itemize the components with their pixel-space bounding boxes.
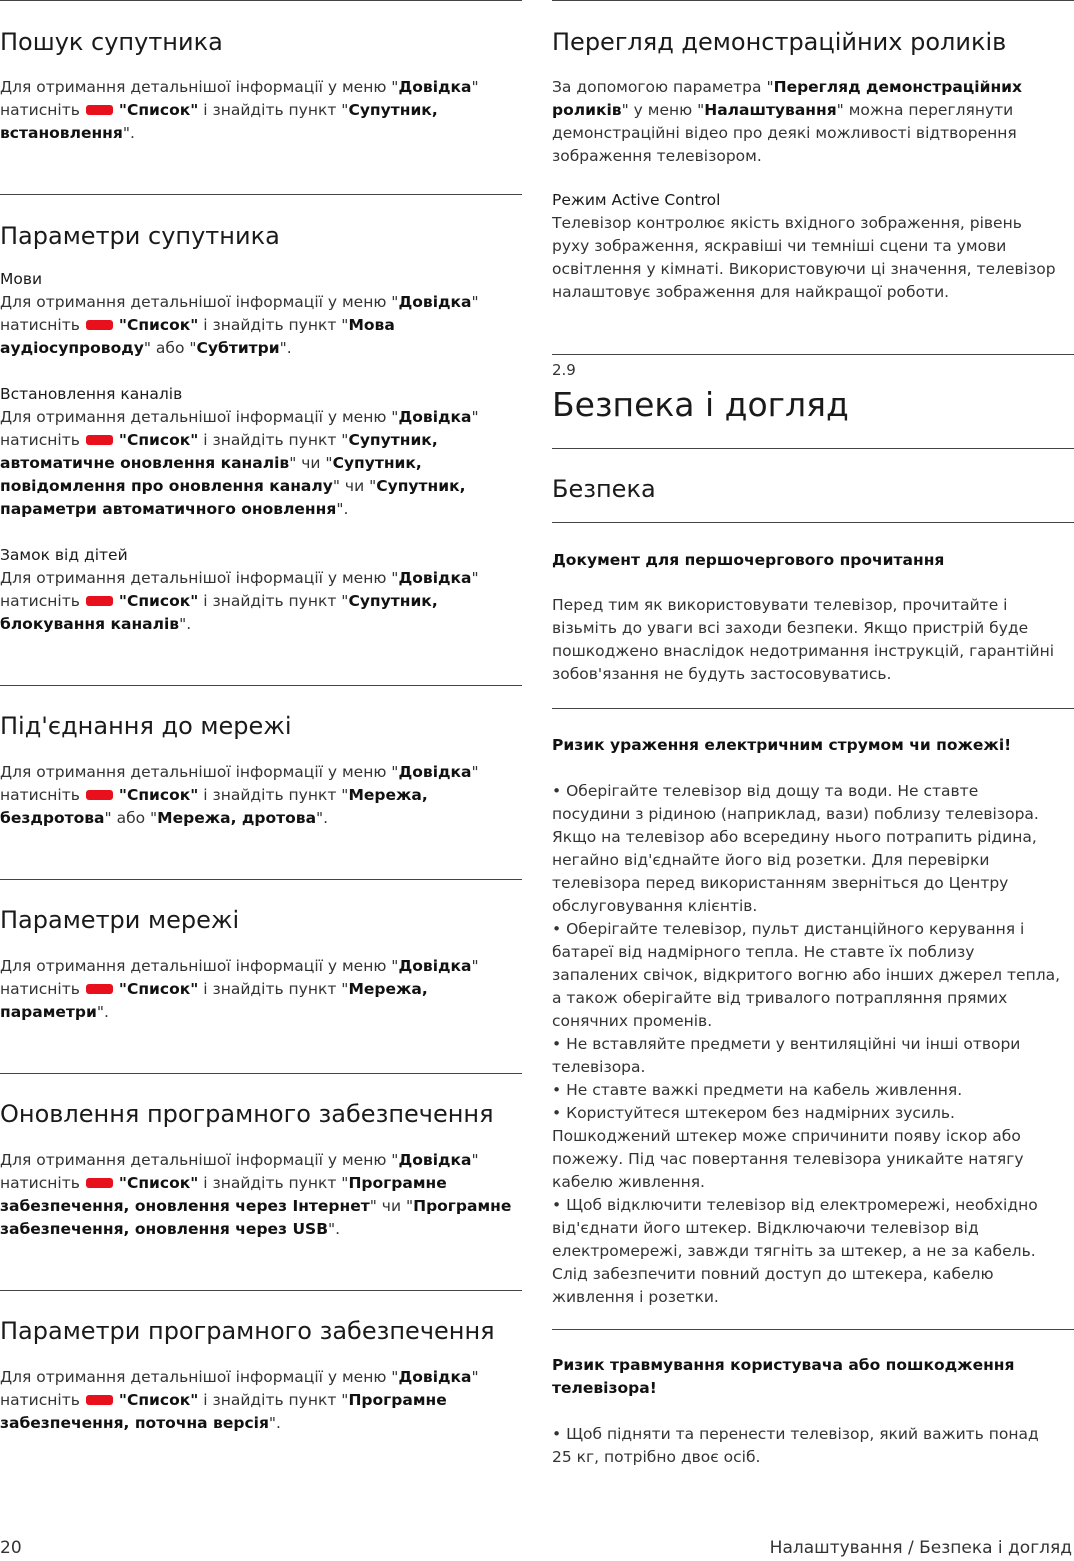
section-title: Оновлення програмного забезпечення	[0, 1100, 494, 1128]
active-control-text: Телевізор контролює якість вхідного зображення, рівень руху зображення, яскравіші чи темніші сцени та умови освітлення у кімнаті. Використовуючи ці значення, телевізор налаштовує зображення для найкращої роботи.	[552, 214, 1056, 301]
red-key-icon	[86, 1178, 113, 1188]
injury-text: • Щоб підняти та перенести телевізор, який важить понад 25 кг, потрібно двоє осіб.	[552, 1425, 1039, 1466]
section-text: Для отримання детальнішої інформації у меню "Довідка" натисніть "Список" і знайдіть пункт "Програмне забезпечення, поточна версія".	[0, 1368, 479, 1432]
block-electric-shock	[552, 708, 1074, 1306]
section-text: Для отримання детальнішої інформації у меню "Довідка" натисніть "Список" і знайдіть пункт "Мережа, бездротова" або "Мережа, дротова".	[0, 763, 479, 827]
block-injury	[552, 1329, 1074, 1466]
subheading-child-lock: Замок від дітей	[0, 546, 128, 564]
channel-install-text: Для отримання детальнішої інформації у меню "Довідка" натисніть "Список" і знайдіть пункт "Супутник, автоматичне оновлення каналів" чи "Супутник, повідомлення про оновлення каналу" чи "Супутник, параметри автоматичного оновлення".	[0, 408, 479, 518]
divider	[552, 708, 1074, 709]
red-key-icon	[86, 320, 113, 330]
section-satellite-search	[0, 0, 522, 142]
divider	[552, 354, 1074, 355]
divider	[0, 1073, 522, 1074]
section-satellite-params	[0, 194, 522, 633]
subheading-languages: Мови	[0, 270, 43, 288]
chapter-title: Безпека і догляд	[552, 385, 849, 424]
section-title: Параметри мережі	[0, 906, 240, 934]
section-text: Для отримання детальнішої інформації у меню "Довідка" натисніть "Список" і знайдіть пункт "Програмне забезпечення, оновлення через Інтернет" чи "Програмне забезпечення, оновлення через USB".	[0, 1151, 512, 1238]
red-key-icon	[86, 790, 113, 800]
electric-shock-text: • Оберігайте телевізор від дощу та води. Не ставте посудини з рідиною (наприклад, вази) поблизу телевізора. Якщо на телевізор або всередину нього потрапить рідина, негайно від'єднайте його від розетки. Для перевірки телевізора перед використанням зверніться до Центру обслуговування клієнтів. • Оберігайте телевізор, пульт дистанційного керування і батареї від надмірного тепла. Не ставте їх поблизу запалених свічок, відкритого вогню або інших джерел тепла, а також оберігайте від тривалого потрапляння прямих сонячних променів. • Не вставляйте предмети у вентиляційні чи інші отвори телевізора. • Не ставте важкі предмети на кабель живлення. • Користуйтеся штекером без надмірних зусиль. Пошкоджений штекер може спричинити появу іскор або пожежу. Під час повертання телевізора уникайте натягу кабелю живлення. • Щоб відключити телевізор від електромережі, необхідно від'єднати його штекер. Відключаючи телевізор від електромережі, завжди тягніть за штекер, а не за кабель. Слід забезпечити повний доступ до штекера, кабелю живлення і розетки.	[552, 782, 1061, 1306]
divider	[552, 0, 1074, 1]
divider	[0, 1290, 522, 1291]
chapter-number: 2.9	[552, 361, 576, 379]
read-first-title: Документ для першочергового прочитання	[552, 551, 945, 569]
divider	[0, 685, 522, 686]
section-title: Параметри програмного забезпечення	[0, 1317, 495, 1345]
demo-text: За допомогою параметра "Перегляд демонстраційних роликів" у меню "Налаштування" можна переглянути демонстраційні відео про деякі можливості відтворення зображення телевізором.	[552, 78, 1023, 165]
injury-title: Ризик травмування користувача або пошкодження телевізора!	[552, 1356, 1015, 1397]
divider	[0, 879, 522, 880]
section-demo	[552, 0, 1074, 301]
section-network-connect	[0, 685, 522, 827]
read-first-text: Перед тим як використовувати телевізор, прочитайте і візьміть до уваги всі заходи безпеки. Якщо пристрій буде пошкоджено внаслідок недотримання інструкцій, гарантійні зобов'язання не будуть застосовуватись.	[552, 596, 1055, 683]
section-text: Для отримання детальнішої інформації у меню "Довідка" натисніть "Список" і знайдіть пункт "Супутник, встановлення".	[0, 78, 479, 142]
red-key-icon	[86, 1395, 113, 1405]
subheading-active-control: Режим Active Control	[552, 191, 721, 209]
red-key-icon	[86, 984, 113, 994]
red-key-icon	[86, 596, 113, 606]
divider	[552, 1329, 1074, 1330]
chapter-header	[552, 354, 1074, 424]
section-title: Під'єднання до мережі	[0, 712, 292, 740]
block-read-first	[552, 522, 1074, 683]
red-key-icon	[86, 105, 113, 115]
electric-shock-title: Ризик ураження електричним струмом чи пожежі!	[552, 736, 1012, 754]
section-title: Перегляд демонстраційних роликів	[552, 28, 1007, 56]
divider	[552, 522, 1074, 523]
section-safety	[552, 448, 1074, 503]
red-key-icon	[86, 435, 113, 445]
divider	[0, 194, 522, 195]
subheading-channel-install: Встановлення каналів	[0, 385, 183, 403]
section-title: Пошук супутника	[0, 28, 223, 56]
section-software-update	[0, 1073, 522, 1238]
languages-text: Для отримання детальнішої інформації у меню "Довідка" натисніть "Список" і знайдіть пункт "Мова аудіосупроводу" або "Субтитри".	[0, 293, 479, 357]
child-lock-text: Для отримання детальнішої інформації у меню "Довідка" натисніть "Список" і знайдіть пункт "Супутник, блокування каналів".	[0, 569, 479, 633]
section-title: Безпека	[552, 475, 656, 503]
section-text: Для отримання детальнішої інформації у меню "Довідка" натисніть "Список" і знайдіть пункт "Мережа, параметри".	[0, 957, 479, 1021]
section-network-params	[0, 879, 522, 1021]
divider	[0, 0, 522, 1]
page-number: 20	[0, 1538, 22, 1558]
divider	[552, 448, 1074, 449]
section-software-params	[0, 1290, 522, 1432]
footer-section: Налаштування / Безпека і догляд	[769, 1538, 1072, 1558]
section-title: Параметри супутника	[0, 222, 280, 250]
